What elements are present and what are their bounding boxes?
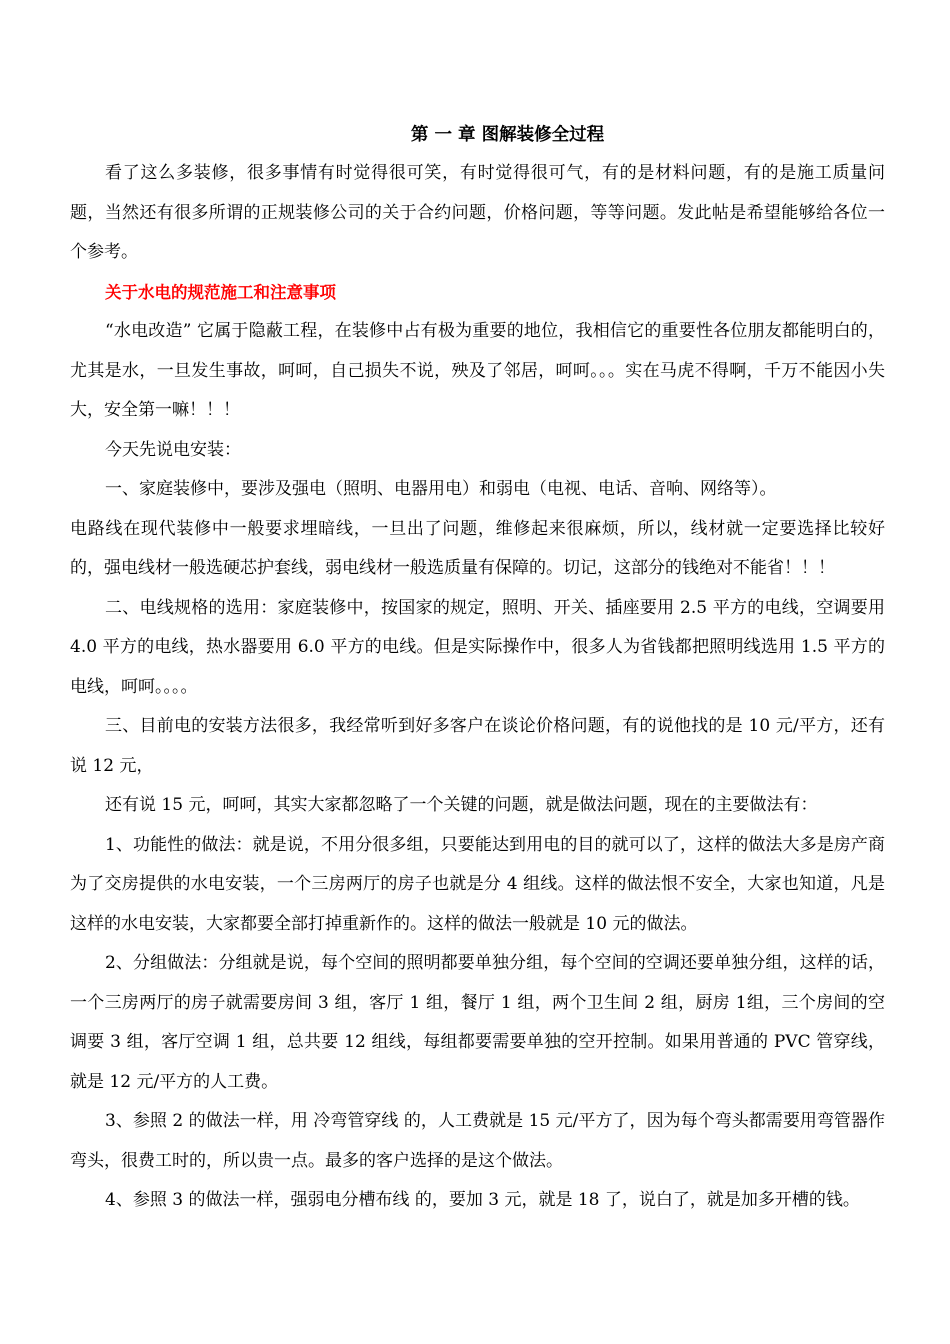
paragraph-point-one: 一、家庭装修中，要涉及强电（照明、电器用电）和弱电（电视、电话、音响、网络等）。 <box>105 479 777 499</box>
paragraph-wiring-note: 电路线在现代装修中一般要求埋暗线，一旦出了问题，维修起来很麻烦，所以，线材就一定要选择比较好的，强电线材一般选硬芯护套线，弱电线材一般选质量有保障的。切记，这部分的钱绝对不能省！！！ <box>70 518 885 578</box>
paragraph-point-three: 三、目前电的安装方法很多，我经常听到好多客户在谈论价格问题，有的说他找的是 10 元/平方，还有说 12 元， <box>70 716 885 776</box>
paragraph-method-two: 2、分组做法：分组就是说，每个空间的照明都要单独分组，每个空间的空调还要单独分组，这样的话，一个三房两厅的房子就需要房间 3 组，客厅 1 组，餐厅 1 组，两个卫生间 2 组，厨房 1组，三个房间的空调要 3 组，客厅空调 1 组，总共要 12 组线，每组都要需要单独的空开控制。如果用普通的 PVC 管穿线，就是 12 元/平方的人工费。 <box>70 953 885 1092</box>
paragraph-hidden-works: “水电改造” 它属于隐蔽工程，在装修中占有极为重要的地位，我相信它的重要性各位朋友都能明白的，尤其是水，一旦发生事故，呵呵，自己损失不说，殃及了邻居，呵呵。。。实在马虎不得啊，千万不能因小失大，安全第一嘛！！！ <box>70 321 885 420</box>
section-heading: 关于水电的规范施工和注意事项 <box>105 282 336 302</box>
chapter-title: 第 一 章 图解装修全过程 <box>410 125 605 145</box>
paragraph-price-note: 还有说 15 元，呵呵，其实大家都忽略了一个关键的问题，就是做法问题，现在的主要做法有： <box>105 795 818 815</box>
paragraph-method-three: 3、参照 2 的做法一样，用 冷弯管穿线 的，人工费就是 15 元/平方了，因为每个弯头都需要用弯管器作弯头，很费工时的，所以贵一点。最多的客户选择的是这个做法。 <box>70 1111 885 1171</box>
paragraph-method-one: 1、功能性的做法：就是说，不用分很多组，只要能达到用电的目的就可以了，这样的做法大多是房产商为了交房提供的水电安装，一个三房两厅的房子也就是分 4 组线。这样的做法恨不安全，大家也知道，凡是这样的水电安装，大家都要全部打掉重新作的。这样的做法一般就是 10 元的做法。 <box>70 834 885 934</box>
paragraph-point-two: 二、电线规格的选用：家庭装修中，按国家的规定，照明、开关、插座要用 2.5 平方的电线，空调要用 4.0 平方的电线，热水器要用 6.0 平方的电线。但是实际操作中，很多人为省钱都把照明线选用 1.5 平方的电线，呵呵。。。。 <box>70 597 885 697</box>
document-page <box>70 120 885 1221</box>
paragraph-method-four: 4、参照 3 的做法一样，强弱电分槽布线 的，要加 3 元，就是 18 了，说白了，就是加多开槽的钱。 <box>105 1190 860 1210</box>
paragraph-electrical-intro: 今天先说电安装： <box>105 439 241 460</box>
intro-paragraph: 看了这么多装修，很多事情有时觉得很可笑，有时觉得很可气，有的是材料问题，有的是施工质量问题，当然还有很多所谓的正规装修公司的关于合约问题，价格问题，等等问题。发此帖是希望能够给各位一个参考。 <box>70 163 885 262</box>
